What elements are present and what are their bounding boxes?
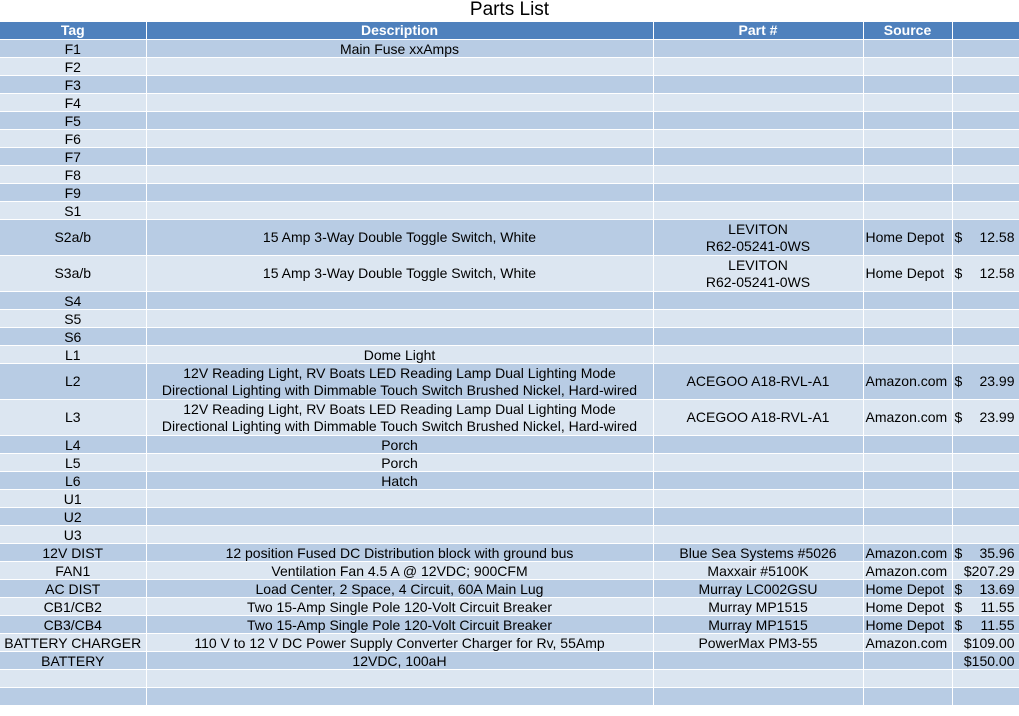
cell-description[interactable] bbox=[146, 670, 653, 688]
price-amount: 23.99 bbox=[979, 409, 1015, 425]
table-row bbox=[0, 472, 1019, 490]
description-line: Ventilation Fan 4.5 A @ 12VDC; 900CFM bbox=[271, 562, 528, 579]
table-row bbox=[0, 94, 1019, 112]
column-header-description[interactable]: Description bbox=[146, 22, 653, 40]
cell-tag[interactable]: AC DIST bbox=[0, 580, 146, 598]
cell-source[interactable] bbox=[863, 94, 952, 112]
description-line: Load Center, 2 Space, 4 Circuit, 60A Main Lug bbox=[255, 580, 544, 597]
cell-description[interactable] bbox=[146, 364, 653, 400]
cell-tag[interactable]: FAN1 bbox=[0, 562, 146, 580]
description-line: Directional Lighting with Dimmable Touch Switch Brushed Nickel, Hard-wired bbox=[161, 381, 638, 398]
cell-part-number[interactable] bbox=[653, 76, 863, 94]
cell-tag[interactable]: F8 bbox=[0, 166, 146, 184]
cell-price[interactable] bbox=[952, 598, 1019, 616]
table-row bbox=[0, 508, 1019, 526]
cell-description[interactable] bbox=[146, 454, 653, 472]
table-row bbox=[0, 346, 1019, 364]
cell-tag[interactable]: L1 bbox=[0, 346, 146, 364]
parts-table bbox=[0, 22, 1019, 706]
cell-part-number[interactable] bbox=[653, 130, 863, 148]
column-header-tag[interactable]: Tag bbox=[0, 22, 146, 40]
part-number-line: Maxxair #5100K bbox=[707, 562, 809, 579]
cell-description[interactable] bbox=[146, 634, 653, 652]
price-amount: $109.00 bbox=[963, 634, 1015, 651]
price-value bbox=[955, 581, 1019, 597]
cell-description[interactable] bbox=[146, 472, 653, 490]
cell-part-number[interactable] bbox=[653, 616, 863, 634]
cell-source[interactable] bbox=[863, 328, 952, 346]
currency-symbol: $ bbox=[954, 265, 963, 281]
price-value bbox=[955, 229, 1019, 246]
cell-description[interactable] bbox=[146, 94, 653, 112]
table-row bbox=[0, 544, 1019, 562]
cell-tag[interactable]: L3 bbox=[0, 400, 146, 436]
cell-part-number[interactable] bbox=[653, 526, 863, 544]
description-line: 12VDC, 100aH bbox=[352, 652, 447, 669]
cell-source[interactable] bbox=[863, 112, 952, 130]
cell-price[interactable] bbox=[952, 76, 1019, 94]
cell-price[interactable] bbox=[952, 670, 1019, 688]
cell-tag[interactable]: L4 bbox=[0, 436, 146, 454]
cell-price[interactable] bbox=[952, 184, 1019, 202]
table-row bbox=[0, 454, 1019, 472]
sheet-title: Parts List bbox=[469, 0, 550, 20]
cell-description[interactable] bbox=[146, 202, 653, 220]
cell-price[interactable] bbox=[952, 616, 1019, 634]
table-row bbox=[0, 76, 1019, 94]
cell-price[interactable] bbox=[952, 346, 1019, 364]
cell-source[interactable]: Amazon.com bbox=[863, 562, 952, 580]
cell-description[interactable] bbox=[146, 436, 653, 454]
cell-source[interactable]: Amazon.com bbox=[863, 400, 952, 436]
cell-price[interactable] bbox=[952, 580, 1019, 598]
description-line: Two 15-Amp Single Pole 120-Volt Circuit Breaker bbox=[246, 598, 553, 615]
cell-part-number[interactable] bbox=[653, 202, 863, 220]
cell-tag[interactable]: L6 bbox=[0, 472, 146, 490]
column-header-part[interactable]: Part # bbox=[653, 22, 863, 40]
cell-price[interactable] bbox=[952, 40, 1019, 58]
cell-part-number[interactable] bbox=[653, 454, 863, 472]
cell-tag[interactable]: F2 bbox=[0, 58, 146, 76]
cell-description[interactable] bbox=[146, 310, 653, 328]
cell-part-number[interactable] bbox=[653, 364, 863, 400]
cell-part-number[interactable] bbox=[653, 256, 863, 292]
cell-price[interactable] bbox=[952, 472, 1019, 490]
header-row bbox=[0, 22, 1019, 40]
cell-price[interactable] bbox=[952, 652, 1019, 670]
cell-source[interactable]: Home Depot bbox=[863, 598, 952, 616]
price-amount: $207.29 bbox=[963, 562, 1015, 579]
table-row bbox=[0, 328, 1019, 346]
table-body bbox=[0, 40, 1019, 706]
cell-part-number[interactable] bbox=[653, 112, 863, 130]
currency-symbol: $ bbox=[954, 409, 963, 425]
cell-source[interactable] bbox=[863, 58, 952, 76]
cell-part-number[interactable] bbox=[653, 220, 863, 256]
cell-price[interactable] bbox=[952, 634, 1019, 652]
cell-description[interactable] bbox=[146, 562, 653, 580]
cell-source[interactable] bbox=[863, 148, 952, 166]
description-line: 12V Reading Light, RV Boats LED Reading Lamp Dual Lighting Mode bbox=[183, 400, 616, 417]
cell-price[interactable] bbox=[952, 400, 1019, 436]
cell-part-number[interactable] bbox=[653, 670, 863, 688]
table-row bbox=[0, 112, 1019, 130]
table-row bbox=[0, 652, 1019, 670]
part-number-line: LEVITON bbox=[728, 220, 788, 237]
table-row bbox=[0, 292, 1019, 310]
cell-price[interactable] bbox=[952, 454, 1019, 472]
cell-tag[interactable]: F5 bbox=[0, 112, 146, 130]
cell-part-number[interactable] bbox=[653, 490, 863, 508]
cell-price[interactable] bbox=[952, 328, 1019, 346]
description-line: Main Fuse xxAmps bbox=[339, 40, 460, 57]
price-amount: 23.99 bbox=[979, 373, 1015, 389]
price-amount: 13.69 bbox=[979, 580, 1015, 597]
cell-price[interactable] bbox=[952, 688, 1019, 706]
table-row bbox=[0, 400, 1019, 436]
cell-tag[interactable]: F7 bbox=[0, 148, 146, 166]
table-row bbox=[0, 670, 1019, 688]
cell-price[interactable] bbox=[952, 220, 1019, 256]
cell-part-number[interactable] bbox=[653, 346, 863, 364]
description-line: 12V Reading Light, RV Boats LED Reading Lamp Dual Lighting Mode bbox=[183, 364, 616, 381]
part-number-line: ACEGOO A18-RVL-A1 bbox=[686, 373, 830, 389]
cell-description[interactable] bbox=[146, 112, 653, 130]
cell-source[interactable]: Home Depot bbox=[863, 220, 952, 256]
table-row bbox=[0, 130, 1019, 148]
cell-tag[interactable]: F6 bbox=[0, 130, 146, 148]
cell-part-number[interactable] bbox=[653, 652, 863, 670]
cell-part-number[interactable] bbox=[653, 94, 863, 112]
cell-source[interactable] bbox=[863, 652, 952, 670]
currency-symbol: $ bbox=[954, 229, 963, 245]
table-row bbox=[0, 634, 1019, 652]
cell-price[interactable] bbox=[952, 130, 1019, 148]
cell-source[interactable]: Home Depot bbox=[863, 616, 952, 634]
description-line: Dome Light bbox=[363, 346, 436, 363]
cell-source[interactable] bbox=[863, 310, 952, 328]
cell-tag[interactable]: 12V DIST bbox=[0, 544, 146, 562]
cell-tag[interactable]: S6 bbox=[0, 328, 146, 346]
cell-source[interactable] bbox=[863, 436, 952, 454]
table-row bbox=[0, 436, 1019, 454]
table-row bbox=[0, 562, 1019, 580]
cell-part-number[interactable] bbox=[653, 562, 863, 580]
cell-tag[interactable]: BATTERY bbox=[0, 652, 146, 670]
table-row bbox=[0, 580, 1019, 598]
cell-part-number[interactable] bbox=[653, 40, 863, 58]
cell-part-number[interactable] bbox=[653, 328, 863, 346]
cell-part-number[interactable] bbox=[653, 148, 863, 166]
table-row bbox=[0, 310, 1019, 328]
table-row bbox=[0, 256, 1019, 292]
cell-price[interactable] bbox=[952, 166, 1019, 184]
cell-description[interactable] bbox=[146, 148, 653, 166]
cell-source[interactable] bbox=[863, 526, 952, 544]
cell-source[interactable]: Amazon.com bbox=[863, 634, 952, 652]
cell-part-number[interactable] bbox=[653, 58, 863, 76]
cell-source[interactable] bbox=[863, 202, 952, 220]
part-number-line: LEVITON bbox=[728, 256, 788, 273]
price-value bbox=[955, 563, 1019, 579]
cell-description[interactable] bbox=[146, 166, 653, 184]
cell-description[interactable] bbox=[146, 526, 653, 544]
cell-part-number[interactable] bbox=[653, 472, 863, 490]
price-value bbox=[955, 545, 1019, 561]
cell-tag[interactable]: S1 bbox=[0, 202, 146, 220]
cell-price[interactable] bbox=[952, 490, 1019, 508]
cell-tag[interactable]: S2a/b bbox=[0, 220, 146, 256]
cell-part-number[interactable] bbox=[653, 184, 863, 202]
table-row bbox=[0, 220, 1019, 256]
cell-price[interactable] bbox=[952, 202, 1019, 220]
cell-description[interactable] bbox=[146, 508, 653, 526]
cell-part-number[interactable] bbox=[653, 508, 863, 526]
part-number-line: ACEGOO A18-RVL-A1 bbox=[686, 409, 830, 425]
price-value bbox=[955, 373, 1019, 390]
cell-source[interactable]: Amazon.com bbox=[863, 544, 952, 562]
cell-description[interactable] bbox=[146, 256, 653, 292]
description-line: 110 V to 12 V DC Power Supply Converter Charger for Rv, 55Amp bbox=[194, 634, 605, 651]
cell-source[interactable] bbox=[863, 166, 952, 184]
cell-source[interactable] bbox=[863, 454, 952, 472]
table-row bbox=[0, 148, 1019, 166]
price-amount: 12.58 bbox=[979, 229, 1015, 245]
cell-description[interactable] bbox=[146, 40, 653, 58]
cell-description[interactable] bbox=[146, 598, 653, 616]
column-header-price[interactable] bbox=[952, 22, 1019, 40]
cell-tag[interactable]: L2 bbox=[0, 364, 146, 400]
column-header-source[interactable]: Source bbox=[863, 22, 952, 40]
table-row bbox=[0, 184, 1019, 202]
cell-tag[interactable]: F4 bbox=[0, 94, 146, 112]
cell-price[interactable] bbox=[952, 256, 1019, 292]
cell-part-number[interactable] bbox=[653, 400, 863, 436]
price-value bbox=[955, 599, 1019, 615]
price-value bbox=[955, 409, 1019, 426]
cell-price[interactable] bbox=[952, 112, 1019, 130]
cell-description[interactable] bbox=[146, 580, 653, 598]
cell-source[interactable] bbox=[863, 76, 952, 94]
description-line: 15 Amp 3-Way Double Toggle Switch, White bbox=[262, 265, 537, 281]
part-number-line: Blue Sea Systems #5026 bbox=[679, 544, 837, 561]
part-number-line: Murray LC002GSU bbox=[698, 580, 818, 597]
cell-tag[interactable]: U2 bbox=[0, 508, 146, 526]
currency-symbol: $ bbox=[954, 580, 963, 597]
cell-price[interactable] bbox=[952, 292, 1019, 310]
cell-part-number[interactable] bbox=[653, 580, 863, 598]
cell-tag[interactable]: CB3/CB4 bbox=[0, 616, 146, 634]
description-line: Porch bbox=[381, 454, 418, 471]
table-row bbox=[0, 598, 1019, 616]
cell-tag[interactable]: S5 bbox=[0, 310, 146, 328]
price-amount: 11.55 bbox=[980, 598, 1015, 615]
part-number-line: PowerMax PM3-55 bbox=[698, 634, 818, 651]
cell-part-number[interactable] bbox=[653, 688, 863, 706]
price-value bbox=[955, 635, 1019, 651]
price-value bbox=[955, 617, 1019, 633]
cell-description[interactable] bbox=[146, 400, 653, 436]
currency-symbol: $ bbox=[954, 598, 963, 615]
cell-tag[interactable]: F1 bbox=[0, 40, 146, 58]
description-line: Hatch bbox=[381, 472, 418, 489]
cell-tag[interactable]: S3a/b bbox=[0, 256, 146, 292]
cell-price[interactable] bbox=[952, 94, 1019, 112]
cell-tag[interactable] bbox=[0, 670, 146, 688]
price-amount: $150.00 bbox=[963, 652, 1015, 669]
cell-part-number[interactable] bbox=[653, 544, 863, 562]
cell-source[interactable] bbox=[863, 688, 952, 706]
cell-description[interactable] bbox=[146, 652, 653, 670]
cell-part-number[interactable] bbox=[653, 310, 863, 328]
price-amount: 12.58 bbox=[979, 265, 1015, 281]
description-line: Directional Lighting with Dimmable Touch Switch Brushed Nickel, Hard-wired bbox=[161, 417, 638, 434]
cell-description[interactable] bbox=[146, 184, 653, 202]
cell-description[interactable] bbox=[146, 76, 653, 94]
table-row bbox=[0, 616, 1019, 634]
part-number-line: Murray MP1515 bbox=[708, 598, 808, 615]
cell-tag[interactable]: F3 bbox=[0, 76, 146, 94]
cell-tag[interactable]: F9 bbox=[0, 184, 146, 202]
description-line: 12 position Fused DC Distribution block with ground bus bbox=[225, 544, 574, 561]
cell-tag[interactable]: U3 bbox=[0, 526, 146, 544]
part-number-line: R62-05241-0WS bbox=[705, 273, 811, 290]
currency-symbol: $ bbox=[954, 544, 963, 561]
cell-price[interactable] bbox=[952, 364, 1019, 400]
cell-description[interactable] bbox=[146, 292, 653, 310]
cell-description[interactable] bbox=[146, 346, 653, 364]
cell-source[interactable]: Amazon.com bbox=[863, 364, 952, 400]
cell-tag[interactable] bbox=[0, 688, 146, 706]
cell-description[interactable] bbox=[146, 544, 653, 562]
cell-source[interactable] bbox=[863, 508, 952, 526]
cell-source[interactable] bbox=[863, 40, 952, 58]
cell-description[interactable] bbox=[146, 58, 653, 76]
cell-price[interactable] bbox=[952, 562, 1019, 580]
cell-part-number[interactable] bbox=[653, 436, 863, 454]
price-value bbox=[955, 653, 1019, 669]
cell-description[interactable] bbox=[146, 688, 653, 706]
table-row bbox=[0, 688, 1019, 706]
cell-source[interactable]: Home Depot bbox=[863, 256, 952, 292]
cell-price[interactable] bbox=[952, 526, 1019, 544]
cell-source[interactable] bbox=[863, 472, 952, 490]
cell-source[interactable] bbox=[863, 346, 952, 364]
part-number-line: Murray MP1515 bbox=[708, 616, 808, 633]
cell-source[interactable] bbox=[863, 670, 952, 688]
description-line: Two 15-Amp Single Pole 120-Volt Circuit Breaker bbox=[246, 616, 553, 633]
cell-price[interactable] bbox=[952, 508, 1019, 526]
cell-description[interactable] bbox=[146, 490, 653, 508]
table-row bbox=[0, 526, 1019, 544]
cell-tag[interactable]: CB1/CB2 bbox=[0, 598, 146, 616]
price-value bbox=[955, 265, 1019, 282]
cell-part-number[interactable] bbox=[653, 634, 863, 652]
cell-tag[interactable]: S4 bbox=[0, 292, 146, 310]
cell-price[interactable] bbox=[952, 436, 1019, 454]
cell-description[interactable] bbox=[146, 220, 653, 256]
cell-source[interactable] bbox=[863, 184, 952, 202]
cell-tag[interactable]: BATTERY CHARGER bbox=[0, 634, 146, 652]
cell-source[interactable] bbox=[863, 130, 952, 148]
cell-description[interactable] bbox=[146, 130, 653, 148]
cell-tag[interactable]: L5 bbox=[0, 454, 146, 472]
cell-description[interactable] bbox=[146, 328, 653, 346]
table-row bbox=[0, 40, 1019, 58]
cell-source[interactable] bbox=[863, 292, 952, 310]
currency-symbol: $ bbox=[954, 616, 963, 633]
table-row bbox=[0, 58, 1019, 76]
description-line: Porch bbox=[381, 436, 418, 453]
table-row bbox=[0, 202, 1019, 220]
currency-symbol: $ bbox=[954, 373, 963, 389]
cell-price[interactable] bbox=[952, 544, 1019, 562]
table-row bbox=[0, 364, 1019, 400]
part-number-line: R62-05241-0WS bbox=[705, 237, 811, 254]
cell-part-number[interactable] bbox=[653, 292, 863, 310]
cell-part-number[interactable] bbox=[653, 166, 863, 184]
description-line: 15 Amp 3-Way Double Toggle Switch, White bbox=[262, 229, 537, 245]
cell-tag[interactable]: U1 bbox=[0, 490, 146, 508]
cell-description[interactable] bbox=[146, 616, 653, 634]
price-amount: 11.55 bbox=[980, 616, 1015, 633]
cell-source[interactable] bbox=[863, 490, 952, 508]
cell-price[interactable] bbox=[952, 148, 1019, 166]
cell-price[interactable] bbox=[952, 58, 1019, 76]
cell-price[interactable] bbox=[952, 310, 1019, 328]
price-amount: 35.96 bbox=[979, 544, 1015, 561]
cell-source[interactable]: Home Depot bbox=[863, 580, 952, 598]
cell-part-number[interactable] bbox=[653, 598, 863, 616]
table-row bbox=[0, 490, 1019, 508]
table-row bbox=[0, 166, 1019, 184]
